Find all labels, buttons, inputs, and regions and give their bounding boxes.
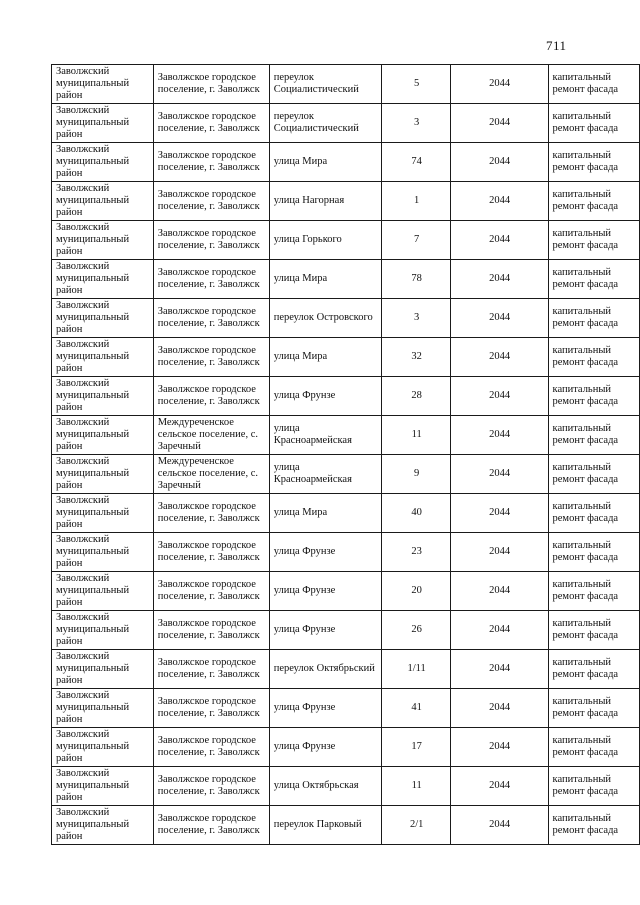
street-cell: улица Октябрьская [269, 767, 382, 806]
year-cell: 2044 [450, 182, 548, 221]
table-row [52, 806, 640, 845]
house-number-cell: 1 [382, 182, 450, 221]
street-cell: улица Мира [269, 143, 382, 182]
table-row [52, 572, 640, 611]
district-cell: Заволжский муниципальный район [52, 377, 154, 416]
district-cell: Заволжский муниципальный район [52, 338, 154, 377]
work-type-cell: капитальный ремонт фасада [548, 455, 639, 494]
district-cell: Заволжский муниципальный район [52, 143, 154, 182]
street-cell: переулок Островского [269, 299, 382, 338]
table-row [52, 377, 640, 416]
settlement-cell: Заволжское городское поселение, г. Заволжск [153, 689, 269, 728]
house-number-cell: 20 [382, 572, 450, 611]
house-number-cell: 78 [382, 260, 450, 299]
settlement-cell: Заволжское городское поселение, г. Заволжск [153, 143, 269, 182]
district-cell: Заволжский муниципальный район [52, 416, 154, 455]
year-cell: 2044 [450, 455, 548, 494]
work-type-cell: капитальный ремонт фасада [548, 767, 639, 806]
street-cell: улица Фрунзе [269, 689, 382, 728]
settlement-cell: Заволжское городское поселение, г. Заволжск [153, 572, 269, 611]
house-number-cell: 17 [382, 728, 450, 767]
work-type-cell: капитальный ремонт фасада [548, 182, 639, 221]
year-cell: 2044 [450, 767, 548, 806]
street-cell: улица Мира [269, 260, 382, 299]
district-cell: Заволжский муниципальный район [52, 494, 154, 533]
table-row [52, 689, 640, 728]
table-row [52, 767, 640, 806]
street-cell: переулок Социалистический [269, 104, 382, 143]
table-row [52, 455, 640, 494]
settlement-cell: Заволжское городское поселение, г. Заволжск [153, 338, 269, 377]
street-cell: улица Фрунзе [269, 728, 382, 767]
work-type-cell: капитальный ремонт фасада [548, 299, 639, 338]
year-cell: 2044 [450, 650, 548, 689]
street-cell: улица Горького [269, 221, 382, 260]
settlement-cell: Заволжское городское поселение, г. Заволжск [153, 494, 269, 533]
year-cell: 2044 [450, 533, 548, 572]
table-row [52, 728, 640, 767]
work-type-cell: капитальный ремонт фасада [548, 533, 639, 572]
table-row [52, 104, 640, 143]
year-cell: 2044 [450, 221, 548, 260]
work-type-cell: капитальный ремонт фасада [548, 377, 639, 416]
settlement-cell: Заволжское городское поселение, г. Заволжск [153, 221, 269, 260]
street-cell: улица Фрунзе [269, 377, 382, 416]
district-cell: Заволжский муниципальный район [52, 689, 154, 728]
street-cell: улица Фрунзе [269, 533, 382, 572]
table-row [52, 416, 640, 455]
table-row [52, 143, 640, 182]
work-type-cell: капитальный ремонт фасада [548, 143, 639, 182]
work-type-cell: капитальный ремонт фасада [548, 650, 639, 689]
year-cell: 2044 [450, 104, 548, 143]
street-cell: улица Мира [269, 494, 382, 533]
year-cell: 2044 [450, 728, 548, 767]
year-cell: 2044 [450, 806, 548, 845]
district-cell: Заволжский муниципальный район [52, 728, 154, 767]
house-number-cell: 9 [382, 455, 450, 494]
house-number-cell: 3 [382, 104, 450, 143]
settlement-cell: Заволжское городское поселение, г. Заволжск [153, 377, 269, 416]
repair-schedule-table [51, 64, 640, 845]
work-type-cell: капитальный ремонт фасада [548, 611, 639, 650]
work-type-cell: капитальный ремонт фасада [548, 728, 639, 767]
work-type-cell: капитальный ремонт фасада [548, 104, 639, 143]
year-cell: 2044 [450, 494, 548, 533]
settlement-cell: Междуреченское сельское поселение, с. Заречный [153, 455, 269, 494]
street-cell: переулок Парковый [269, 806, 382, 845]
settlement-cell: Заволжское городское поселение, г. Заволжск [153, 767, 269, 806]
street-cell: улица Фрунзе [269, 611, 382, 650]
settlement-cell: Заволжское городское поселение, г. Заволжск [153, 728, 269, 767]
settlement-cell: Заволжское городское поселение, г. Заволжск [153, 533, 269, 572]
district-cell: Заволжский муниципальный район [52, 455, 154, 494]
year-cell: 2044 [450, 65, 548, 104]
street-cell: переулок Октябрьский [269, 650, 382, 689]
street-cell: улица Фрунзе [269, 572, 382, 611]
street-cell: переулок Социалистический [269, 65, 382, 104]
work-type-cell: капитальный ремонт фасада [548, 494, 639, 533]
district-cell: Заволжский муниципальный район [52, 182, 154, 221]
house-number-cell: 7 [382, 221, 450, 260]
district-cell: Заволжский муниципальный район [52, 260, 154, 299]
house-number-cell: 74 [382, 143, 450, 182]
district-cell: Заволжский муниципальный район [52, 299, 154, 338]
table-row [52, 533, 640, 572]
year-cell: 2044 [450, 143, 548, 182]
settlement-cell: Заволжское городское поселение, г. Заволжск [153, 650, 269, 689]
work-type-cell: капитальный ремонт фасада [548, 416, 639, 455]
work-type-cell: капитальный ремонт фасада [548, 221, 639, 260]
work-type-cell: капитальный ремонт фасада [548, 689, 639, 728]
street-cell: улица Красноармейская [269, 416, 382, 455]
settlement-cell: Заволжское городское поселение, г. Заволжск [153, 182, 269, 221]
district-cell: Заволжский муниципальный район [52, 104, 154, 143]
table-row [52, 299, 640, 338]
house-number-cell: 28 [382, 377, 450, 416]
house-number-cell: 2/1 [382, 806, 450, 845]
work-type-cell: капитальный ремонт фасада [548, 806, 639, 845]
table-row [52, 260, 640, 299]
settlement-cell: Заволжское городское поселение, г. Заволжск [153, 65, 269, 104]
table-row [52, 650, 640, 689]
year-cell: 2044 [450, 416, 548, 455]
work-type-cell: капитальный ремонт фасада [548, 338, 639, 377]
settlement-cell: Заволжское городское поселение, г. Заволжск [153, 104, 269, 143]
house-number-cell: 5 [382, 65, 450, 104]
table-row [52, 338, 640, 377]
settlement-cell: Междуреченское сельское поселение, с. Заречный [153, 416, 269, 455]
year-cell: 2044 [450, 689, 548, 728]
street-cell: улица Нагорная [269, 182, 382, 221]
work-type-cell: капитальный ремонт фасада [548, 65, 639, 104]
settlement-cell: Заволжское городское поселение, г. Заволжск [153, 806, 269, 845]
district-cell: Заволжский муниципальный район [52, 533, 154, 572]
district-cell: Заволжский муниципальный район [52, 767, 154, 806]
year-cell: 2044 [450, 260, 548, 299]
year-cell: 2044 [450, 377, 548, 416]
district-cell: Заволжский муниципальный район [52, 611, 154, 650]
settlement-cell: Заволжское городское поселение, г. Заволжск [153, 299, 269, 338]
house-number-cell: 11 [382, 416, 450, 455]
house-number-cell: 11 [382, 767, 450, 806]
settlement-cell: Заволжское городское поселение, г. Заволжск [153, 611, 269, 650]
table-row [52, 611, 640, 650]
page-number: 711 [546, 38, 567, 53]
table-row [52, 65, 640, 104]
district-cell: Заволжский муниципальный район [52, 221, 154, 260]
table-body [52, 65, 640, 845]
year-cell: 2044 [450, 611, 548, 650]
house-number-cell: 23 [382, 533, 450, 572]
district-cell: Заволжский муниципальный район [52, 65, 154, 104]
year-cell: 2044 [450, 299, 548, 338]
district-cell: Заволжский муниципальный район [52, 572, 154, 611]
table-row [52, 494, 640, 533]
district-cell: Заволжский муниципальный район [52, 806, 154, 845]
street-cell: улица Мира [269, 338, 382, 377]
year-cell: 2044 [450, 338, 548, 377]
work-type-cell: капитальный ремонт фасада [548, 572, 639, 611]
table-row [52, 221, 640, 260]
district-cell: Заволжский муниципальный район [52, 650, 154, 689]
house-number-cell: 3 [382, 299, 450, 338]
settlement-cell: Заволжское городское поселение, г. Заволжск [153, 260, 269, 299]
house-number-cell: 26 [382, 611, 450, 650]
house-number-cell: 40 [382, 494, 450, 533]
year-cell: 2044 [450, 572, 548, 611]
house-number-cell: 41 [382, 689, 450, 728]
house-number-cell: 32 [382, 338, 450, 377]
street-cell: улица Красноармейская [269, 455, 382, 494]
table-row [52, 182, 640, 221]
work-type-cell: капитальный ремонт фасада [548, 260, 639, 299]
house-number-cell: 1/11 [382, 650, 450, 689]
